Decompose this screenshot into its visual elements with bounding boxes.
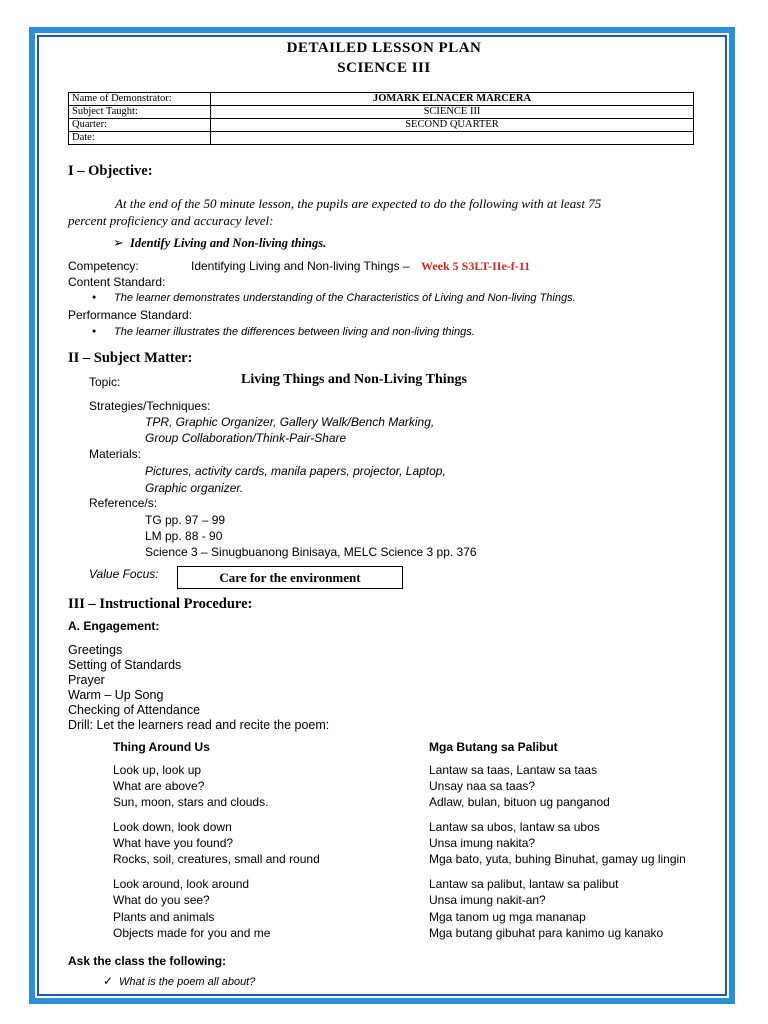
subject-matter-heading: II – Subject Matter:: [68, 350, 193, 366]
poem-ceb-line: Adlaw, bulan, bituon ug panganod: [429, 795, 610, 809]
poem-en-line: Objects made for you and me: [113, 926, 271, 940]
objective-intro-cont: percent proficiency and accuracy level:: [68, 213, 274, 228]
reference-line: LM pp. 88 - 90: [145, 529, 223, 543]
competency-text: Identifying Living and Non-living Things –: [191, 259, 410, 273]
poem-ceb-line: Mga butang gibuhat para kanimo ug kanako: [429, 926, 664, 940]
content-standard-text: ● The learner demonstrates understanding of the Characteristics of Living and Non-living Things.: [114, 292, 576, 304]
value-focus-label: Value Focus:: [89, 567, 159, 581]
poem-en-line: Plants and animals: [113, 910, 215, 924]
references-label: Reference/s:: [89, 496, 158, 510]
reference-line: TG pp. 97 – 99: [145, 513, 226, 527]
procedure-step: Setting of Standards: [68, 658, 182, 672]
engagement-heading: A. Engagement:: [68, 619, 160, 633]
ask-class-label: Ask the class the following:: [68, 954, 227, 968]
materials-line: Graphic organizer.: [145, 481, 244, 495]
performance-standard-label: Performance Standard:: [68, 308, 193, 322]
info-value: SCIENCE III: [211, 106, 694, 119]
poem-en-line: What are above?: [113, 779, 205, 793]
poem-ceb-line: Mga bato, yuta, buhing Binuhat, gamay ug lingin: [429, 852, 686, 866]
objective-intro: At the end of the 50 minute lesson, the pupils are expected to do the following with at least 75: [115, 196, 602, 211]
poem-en-line: Look up, look up: [113, 763, 202, 777]
table-row: [69, 119, 694, 132]
reference-line: Science 3 – Sinugbuanong Binisaya, MELC Science 3 pp. 376: [145, 545, 477, 559]
value-focus-box: Care for the environment: [177, 566, 403, 589]
doc-subtitle: SCIENCE III: [337, 60, 431, 76]
poem-ceb-line: Unsay naa sa taas?: [429, 779, 536, 793]
poem-ceb-line: Lantaw sa ubos, lantaw sa ubos: [429, 820, 600, 834]
arrow-bullet-icon: ➢: [113, 235, 124, 250]
content-standard-label: Content Standard:: [68, 275, 166, 289]
table-row: [69, 132, 694, 145]
topic-label: Topic:: [89, 375, 121, 389]
info-value: [211, 132, 694, 145]
procedure-step: Drill: Let the learners read and recite the poem:: [68, 718, 330, 732]
poem-ceb-title: Mga Butang sa Palibut: [429, 740, 558, 754]
procedure-step: Greetings: [68, 643, 123, 657]
objective-goal: Identify Living and Non-living things.: [130, 236, 327, 250]
topic-title: Living Things and Non-Living Things: [241, 372, 467, 387]
objective-heading: I – Objective:: [68, 163, 153, 179]
info-table: [68, 92, 694, 145]
performance-standard-text: ● The learner illustrates the differences between living and non-living things.: [114, 326, 475, 338]
procedure-step: Warm – Up Song: [68, 688, 164, 702]
procedure-step: Checking of Attendance: [68, 703, 201, 717]
procedure-step: Prayer: [68, 673, 105, 687]
poem-en-title: Thing Around Us: [113, 740, 210, 754]
poem-en-line: Look down, look down: [113, 820, 232, 834]
poem-ceb-line: Lantaw sa palibut, lantaw sa palibut: [429, 877, 619, 891]
materials-label: Materials:: [89, 447, 142, 461]
doc-title: DETAILED LESSON PLAN: [286, 40, 482, 56]
info-label: Quarter:: [69, 119, 211, 132]
poem-en-line: Look around, look around: [113, 877, 250, 891]
strategies-line: Group Collaboration/Think-Pair-Share: [145, 431, 347, 445]
poem-ceb-line: Lantaw sa taas, Lantaw sa taas: [429, 763, 598, 777]
competency-code: Week 5 S3LT-IIe-f-11: [421, 259, 531, 273]
poem-ceb-line: Unsa imung nakit-an?: [429, 893, 546, 907]
poem-en-line: What have you found?: [113, 836, 234, 850]
poem-en-line: What do you see?: [113, 893, 210, 907]
procedure-heading: III – Instructional Procedure:: [68, 596, 253, 612]
info-value: JOMARK ELNACER MARCERA: [211, 93, 694, 106]
info-label: Subject Taught:: [69, 106, 211, 119]
info-value: SECOND QUARTER: [211, 119, 694, 132]
competency-label: Competency:: [68, 259, 139, 273]
poem-en-line: Sun, moon, stars and clouds.: [113, 795, 269, 809]
question-text: What is the poem all about?: [119, 976, 256, 988]
poem-en-line: Rocks, soil, creatures, small and round: [113, 852, 320, 866]
info-label: Date:: [69, 132, 211, 145]
poem-ceb-line: Unsa imung nakita?: [429, 836, 536, 850]
info-label: Name of Demonstrator:: [69, 93, 211, 106]
strategies-label: Strategies/Techniques:: [89, 399, 211, 413]
table-row: [69, 93, 694, 106]
materials-line: Pictures, activity cards, manila papers, projector, Laptop,: [145, 464, 446, 478]
table-row: [69, 106, 694, 119]
poem-ceb-line: Mga tanom ug mga mananap: [429, 910, 586, 924]
checkmark-icon: ✓: [103, 974, 114, 988]
strategies-line: TPR, Graphic Organizer, Gallery Walk/Bench Marking,: [145, 415, 435, 429]
